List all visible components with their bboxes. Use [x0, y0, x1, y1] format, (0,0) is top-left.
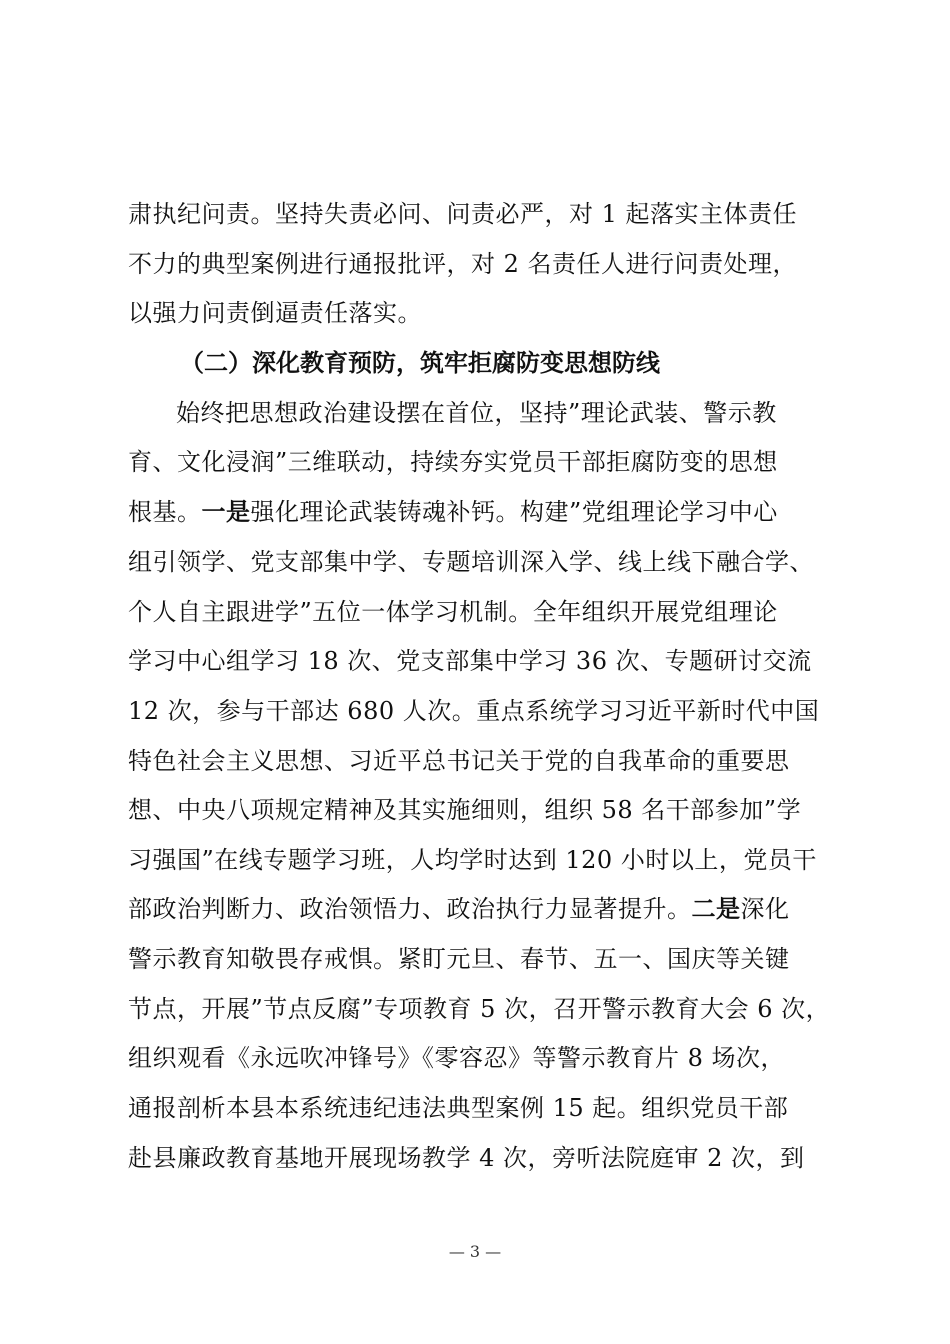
- paragraph-line: 学习中心组学习 18 次、党支部集中学习 36 次、专题研讨交流: [128, 647, 812, 675]
- bold-marker: 一是: [201, 498, 251, 526]
- paragraph-line: 肃执纪问责。坚持失责必问、问责必严，对 1 起落实主体责任: [128, 200, 798, 228]
- paragraph-line: 以强力问责倒逼责任落实。: [128, 299, 422, 327]
- section-heading: （二）深化教育预防，筑牢拒腐防变思想防线: [180, 349, 660, 377]
- paragraph-line: [128, 893, 790, 925]
- paragraph-line: 赴县廉政教育基地开展现场教学 4 次，旁听法院庭审 2 次，到: [128, 1144, 805, 1172]
- paragraph-line: 习强国”在线专题学习班，人均学时达到 120 小时以上，党员干: [128, 846, 817, 874]
- paragraph-line: 育、文化浸润”三维联动，持续夯实党员干部拒腐防变的思想: [128, 448, 778, 476]
- paragraph-line: 警示教育知敬畏存戒惧。紧盯元旦、春节、五一、国庆等关键: [128, 945, 790, 973]
- paragraph-line: 节点，开展”节点反腐”专项教育 5 次，召开警示教育大会 6 次，: [128, 995, 831, 1023]
- paragraph-line: 12 次，参与干部达 680 人次。重点系统学习习近平新时代中国: [128, 697, 820, 725]
- text-run: 根基。: [128, 498, 202, 526]
- text-run: 强化理论武装铸魂补钙。构建”党组理论学习中心: [250, 498, 778, 526]
- paragraph-line: [128, 496, 778, 528]
- paragraph-line: 想、中央八项规定精神及其实施细则，组织 58 名干部参加”学: [128, 796, 802, 824]
- text-run: 深化: [740, 895, 790, 923]
- paragraph-line: 始终把思想政治建设摆在首位，坚持”理论武装、警示教: [176, 399, 777, 427]
- paragraph-line: 特色社会主义思想、习近平总书记关于党的自我革命的重要思: [128, 747, 790, 775]
- text-run: 部政治判断力、政治领悟力、政治执行力显著提升。: [128, 895, 692, 923]
- paragraph-line: 组引领学、党支部集中学、专题培训深入学、线上线下融合学、: [128, 548, 814, 576]
- bold-marker: 二是: [691, 895, 741, 923]
- page-number: — 3 —: [448, 1242, 502, 1261]
- paragraph-line: 个人自主跟进学”五位一体学习机制。全年组织开展党组理论: [128, 598, 778, 626]
- paragraph-line: 组织观看《永远吹冲锋号》《零容忍》等警示教育片 8 场次，: [128, 1044, 786, 1072]
- paragraph-line: 通报剖析本县本系统违纪违法典型案例 15 起。组织党员干部: [128, 1094, 789, 1122]
- paragraph-line: 不力的典型案例进行通报批评，对 2 名责任人进行问责处理，: [128, 250, 798, 278]
